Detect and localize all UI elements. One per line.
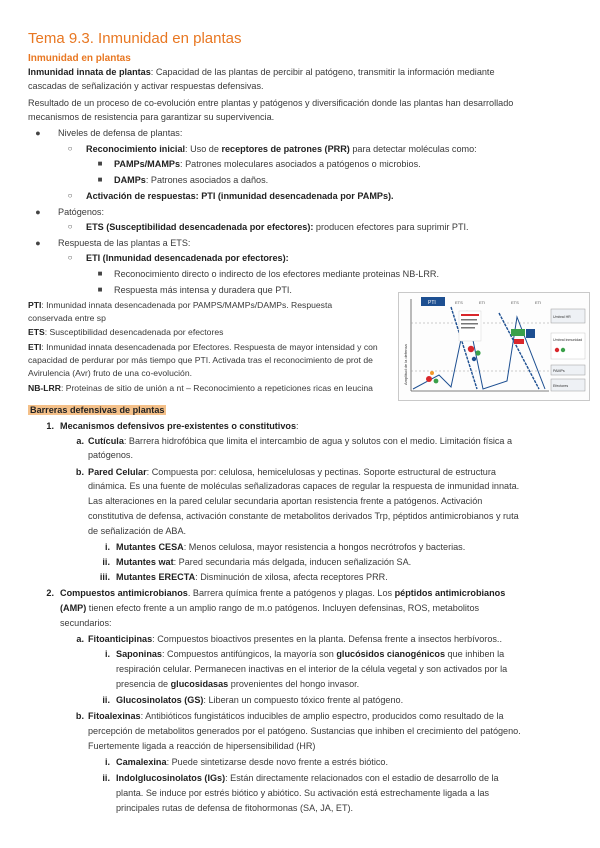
pamp-dot-orange	[430, 371, 434, 375]
paragraph-inmunidad-innata	[28, 66, 576, 80]
term: NB-LRR	[28, 383, 61, 393]
term: Mutantes wat	[116, 557, 174, 567]
legend-text: Umbral HR	[553, 315, 571, 319]
bullet-dot: ●	[35, 207, 41, 217]
term: Glucosinolatos (GS)	[116, 695, 204, 705]
term: Indolglucosinolatos (IGs)	[116, 773, 226, 783]
list-line	[60, 602, 574, 616]
bullet-circle: ○	[67, 222, 73, 231]
text-span: :	[296, 421, 299, 431]
list-item	[88, 710, 574, 724]
term: Saponinas	[116, 649, 162, 659]
list-item	[114, 158, 421, 172]
text-span: : Pared secundaria más delgada, inducen señalización SA.	[173, 557, 412, 567]
text-span: : Patrones asociados a daños.	[145, 175, 269, 185]
list-letter: b.	[75, 467, 84, 477]
text-span: que inhiben la	[445, 649, 505, 659]
glossary-line: conservada entre sp	[28, 313, 106, 323]
text-span: : Antibióticos fungistáticos inducibles de amplio espectro, producidos como resultado de la	[140, 711, 504, 721]
section-heading-barreras	[28, 404, 166, 418]
term: PAMPs/MAMPs	[114, 159, 181, 169]
effector-block-red	[514, 339, 524, 344]
list-line: Las alteraciones en la pared celular secundaria aportan resistencia frente a patógenos. Activación	[88, 496, 483, 506]
section-heading-inmunidad: Inmunidad en plantas	[28, 53, 131, 64]
text-span: : Capacidad de las plantas de percibir al patógeno, transmitir la información mediante	[150, 67, 495, 77]
list-item	[60, 587, 574, 601]
figure-ylabel: Amplitud de la defensa	[403, 344, 408, 385]
text-span: : Liberan un compuesto tóxico frente al patógeno.	[203, 695, 404, 705]
figure-label-ets-2: ETS	[511, 300, 519, 305]
bullet-circle: ○	[67, 253, 73, 262]
term: Compuestos antimicrobianos	[60, 588, 188, 598]
text-mark	[461, 319, 477, 321]
list-line: planta. Se induce por estrés biótico y abiótico. Su activación está estrechamente ligada a las	[116, 788, 490, 798]
list-item	[60, 420, 299, 434]
list-item	[86, 143, 477, 157]
list-item	[116, 772, 574, 786]
list-line: patógenos.	[88, 450, 134, 460]
bullet-square: ■	[97, 285, 103, 294]
term: ETI (Inmunidad desencadenada por efectores):	[86, 253, 289, 263]
glossary-line: capacidad de perdurar por más tiempo que PTI. Activada tras el reconocimiento de prot de	[28, 355, 373, 365]
list-line: dinámica. Es una fuente de moléculas señalizadoras capaces de regular la respuesta de inmunidad innata.	[88, 481, 520, 491]
term: glucósidos cianogénicos	[336, 649, 446, 659]
list-item	[114, 174, 268, 188]
list-roman: iii.	[99, 572, 110, 582]
text-span: : Barrera hidrofóbica que limita el intercambio de agua y solutos con el medio. Limitación física a	[123, 436, 513, 446]
text-span: : Proteinas de sitio de unión a nt – Reconocimiento a repeticiones ricas en leucina	[60, 383, 373, 393]
glossary-nblrr	[28, 382, 373, 395]
zigzag-model-figure	[398, 292, 590, 401]
text-span: : Patrones moleculares asociados a patógenos o microbios.	[180, 159, 421, 169]
bullet-circle: ○	[67, 191, 73, 200]
term: Fitoanticipinas	[88, 634, 153, 644]
list-roman: ii.	[102, 695, 110, 705]
list-roman: ii.	[102, 773, 110, 783]
text-span: : Inmunidad innata desencadenada por Efectores. Respuesta de mayor intensidad y con	[41, 342, 378, 352]
bullet-circle: ○	[67, 144, 73, 153]
figure-label-eti-2: ETI	[535, 300, 542, 305]
legend-text: PAMPs	[553, 369, 565, 373]
list-item: Respuesta más intensa y duradera que PTI.	[114, 285, 292, 295]
term: receptores de patrones (PRR)	[221, 144, 350, 154]
text-span: presencia de	[116, 679, 171, 689]
pamp-dot-red	[426, 376, 432, 382]
list-roman: i.	[104, 649, 110, 659]
text-span: : Menos celulosa, mayor resistencia a hongos necrótrofos y bacterias.	[183, 542, 466, 552]
list-roman: i.	[104, 542, 110, 552]
text-span: : Disminución de xilosa, afecta receptores PRR.	[195, 572, 388, 582]
term: DAMPs	[114, 175, 146, 185]
term-inmunidad-innata: Inmunidad innata de plantas	[28, 67, 151, 77]
list-line: de señalización de ABA.	[88, 526, 187, 536]
effector-dot-green	[475, 350, 480, 355]
list-letter: b.	[75, 711, 84, 721]
list-item: Respuesta de las plantas a ETS:	[58, 238, 191, 248]
text-span: : Uso de	[185, 144, 222, 154]
legend-text: Umbral inmunidad	[553, 338, 583, 342]
list-item	[86, 221, 469, 235]
term: Reconocimiento inicial	[86, 144, 186, 154]
bullet-square: ■	[97, 159, 103, 168]
term: Fitoalexinas	[88, 711, 141, 721]
list-item	[116, 648, 574, 662]
list-item	[116, 756, 388, 770]
paragraph-line: mecanismos de resistencia para garantizar su supervivencia.	[28, 112, 275, 122]
list-number: 1.	[46, 421, 54, 431]
list-item: Reconocimiento directo o indirecto de los efectores mediante proteinas NB-LRR.	[114, 269, 440, 279]
bullet-square: ■	[97, 269, 103, 278]
list-item	[116, 571, 388, 585]
paragraph-line: cascadas de señalización y activar respuestas defensivas.	[28, 81, 264, 91]
list-item: Patógenos:	[58, 207, 105, 217]
term: (AMP)	[60, 603, 87, 613]
bullet-dot: ●	[35, 128, 41, 138]
term: Activación de respuestas: PTI (inmunidad desencadenada por PAMPs).	[86, 191, 394, 201]
list-item	[86, 190, 394, 204]
glossary-eti	[28, 341, 394, 354]
list-line: principales rutas de defensa de fitohormonas (SA, JA, ET).	[116, 803, 354, 813]
list-line: Fuertemente ligada a reacción de hipersensibilidad (HR)	[88, 741, 316, 751]
list-item	[116, 556, 411, 570]
text-span: : Susceptibilidad desencadenada por efectores	[44, 327, 224, 337]
zigzag-diagram	[399, 293, 589, 400]
pamp-dot-green	[434, 379, 439, 384]
term: glucosidasas	[170, 679, 229, 689]
text-span: : Puede sintetizarse desde novo frente a estrés biótico.	[166, 757, 388, 767]
list-number: 2.	[46, 588, 54, 598]
term: Pared Celular	[88, 467, 147, 477]
list-line: secundarios:	[60, 618, 112, 628]
list-item	[116, 541, 465, 555]
term: Mecanismos defensivos pre-existentes o constitutivos	[60, 421, 297, 431]
list-item: Niveles de defensa de plantas:	[58, 128, 183, 138]
glossary-line: Avirulencia (Avr) fruto de una co-evolución.	[28, 368, 193, 378]
term: ETI	[28, 342, 42, 352]
text-mark-red	[461, 314, 479, 316]
legend-dot-green	[561, 348, 565, 352]
bullet-square: ■	[97, 175, 103, 184]
legend-text: Efectores	[553, 384, 569, 388]
effector-dot-blue	[472, 357, 476, 361]
term: Cutícula	[88, 436, 124, 446]
list-line: constitutiva de defensa, activación constante de metabolitos derivados Trp, péptidos antimicrobianos y ruta	[88, 511, 519, 521]
text-span: . Barrera química frente a patógenos y plagas. Los	[187, 588, 395, 598]
bullet-dot: ●	[35, 238, 41, 248]
list-item	[88, 435, 574, 449]
effector-dot-red	[468, 346, 474, 352]
text-span: : Inmunidad innata desencadenada por PAMPS/MAMPs/DAMPs. Respuesta	[41, 300, 333, 310]
term: péptidos antimicrobianos	[394, 588, 506, 598]
list-item	[116, 694, 403, 708]
text-span: tienen efecto frente a un amplio rango de m.o patógenos. Incluyen defensinas, ROS, metabolitos	[86, 603, 480, 613]
list-roman: ii.	[102, 557, 110, 567]
term: ETS	[28, 327, 45, 337]
list-line	[116, 678, 359, 692]
figure-label-pti: PTI	[428, 300, 436, 306]
list-item	[86, 252, 289, 266]
text-span: : Compuestos antifúngicos, la mayoría son	[161, 649, 337, 659]
text-span: : Compuesta por: celulosa, hemicelulosas y pectinas. Soporte estructural de estructura	[146, 467, 496, 477]
list-letter: a.	[76, 634, 84, 644]
effector-block-blue	[526, 329, 535, 338]
page-title: Tema 9.3. Inmunidad en plantas	[28, 30, 242, 47]
term: Mutantes CESA	[116, 542, 184, 552]
figure-label-eti: ETI	[479, 300, 486, 305]
term: ETS (Susceptibilidad desencadenada por efectores):	[86, 222, 314, 232]
glossary-ets	[28, 326, 223, 339]
text-span: para detectar moléculas como:	[349, 144, 477, 154]
text-mark	[461, 327, 475, 329]
text-span: producen efectores para suprimir PTI.	[313, 222, 469, 232]
highlighted-heading: Barreras defensivas de plantas	[30, 405, 165, 415]
figure-label-ets: ETS	[455, 300, 463, 305]
text-span: : Están directamente relacionados con el estadio de desarrollo de la	[225, 773, 499, 783]
term: Mutantes ERECTA	[116, 572, 196, 582]
text-span: provenientes del hongo invasor.	[228, 679, 360, 689]
text-span: : Compuestos bioactivos presentes en la planta. Defensa frente a insectos herbívoros..	[152, 634, 502, 644]
term: PTI	[28, 300, 42, 310]
list-item	[88, 466, 574, 480]
legend-box	[551, 333, 585, 359]
paragraph-line: Resultado de un proceso de co-evolución entre plantas y patógenos y diversificación donde las plantas han desarrollado	[28, 98, 514, 108]
term: Camalexina	[116, 757, 167, 767]
text-mark	[461, 323, 478, 325]
list-letter: a.	[76, 436, 84, 446]
list-line: percepción de metabolitos generados por el patógeno. Sustancias que inhiben el crecimiento del patógeno.	[88, 726, 521, 736]
glossary-pti	[28, 299, 394, 312]
legend-dot-red	[555, 348, 559, 352]
list-line: respiración celular. Permanecen inactivas en el interior de la célula vegetal y son activados por la	[116, 664, 508, 674]
list-item	[88, 633, 502, 647]
list-roman: i.	[104, 757, 110, 767]
effector-block-green	[511, 329, 525, 336]
